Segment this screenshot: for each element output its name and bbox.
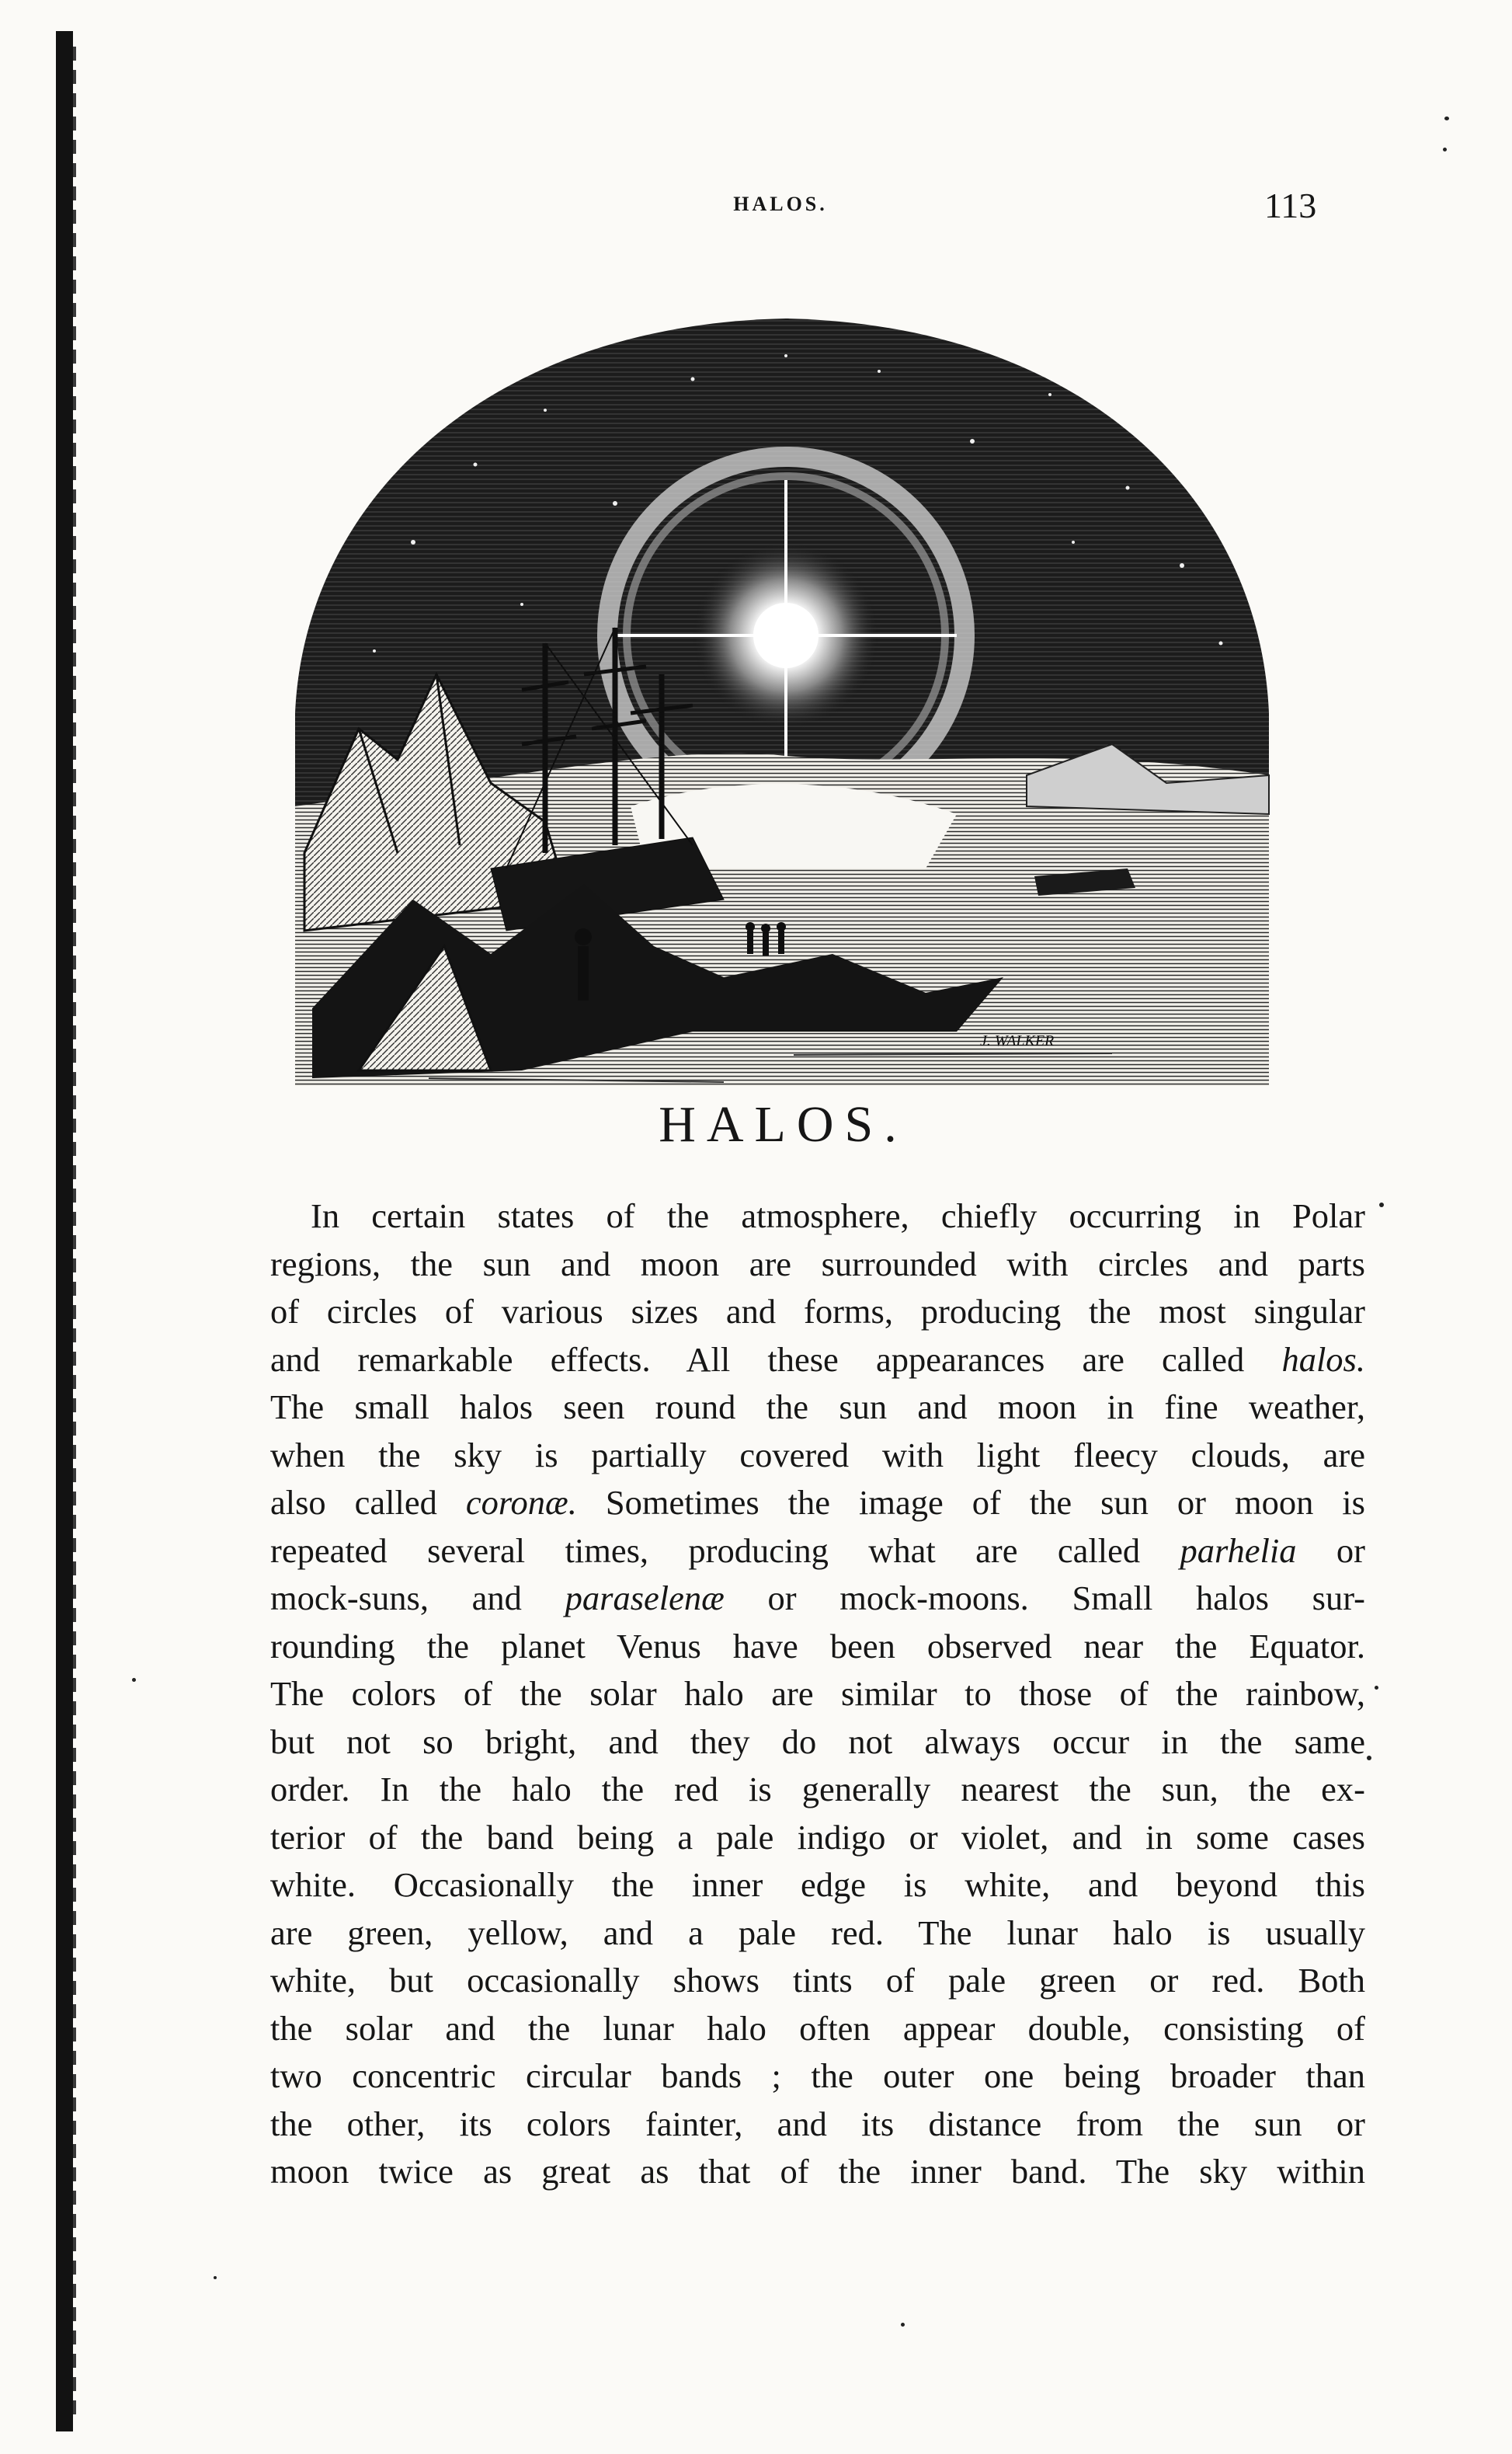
text-line: order. In the halo the red is generally nearest the sun, the ex- (270, 1770, 1365, 1808)
text-line: and remarkable effects. All these appearances are called halos. (270, 1339, 1365, 1379)
text-line: when the sky is partially covered with light fleecy clouds, are (270, 1435, 1365, 1474)
scan-speck (1379, 1203, 1384, 1207)
page-number: 113 (1264, 186, 1317, 225)
text-line: but not so bright, and they do not always occur in the same (270, 1721, 1365, 1761)
scan-speck (1444, 117, 1449, 120)
halo-engraving (289, 309, 1274, 1086)
scan-speck (132, 1678, 136, 1682)
body-paragraph (270, 1192, 1365, 2196)
text-line: the solar and the lunar halo often appear double, consisting of (270, 2008, 1365, 2048)
running-head: HALOS. (733, 193, 828, 215)
book-binding-shadow (56, 31, 73, 2431)
text-line: moon twice as great as that of the inner band. The sky within (270, 2152, 1365, 2191)
engraving-svg (289, 309, 1274, 1086)
text-line: repeated several times, producing what are called parhelia or (270, 1530, 1365, 1570)
text-line: also called coronæ. Sometimes the image of the sun or moon is (270, 1483, 1365, 1522)
scan-speck (1375, 1686, 1378, 1690)
text-line: are green, yellow, and a pale red. The lunar halo is usually (270, 1913, 1365, 1952)
scan-speck (214, 2276, 217, 2279)
scan-speck (1443, 148, 1447, 151)
text-line: In certain states of the atmosphere, chiefly occurring in Polar (311, 1196, 1365, 1235)
text-line: mock-suns, and paraselenæ or mock-moons. Small halos sur- (270, 1579, 1365, 1617)
text-line: terior of the band being a pale indigo or violet, and in some cases (270, 1817, 1365, 1857)
text-line: The colors of the solar halo are similar to those of the rainbow, (270, 1674, 1365, 1713)
text-line: two concentric circular bands ; the outer one being broader than (270, 2056, 1365, 2095)
text-line: the other, its colors fainter, and its distance from the sun or (270, 2104, 1365, 2143)
scan-speck (901, 2323, 905, 2327)
text-line: The small halos seen round the sun and moon in fine weather, (270, 1387, 1365, 1426)
binding-edge (73, 47, 76, 2424)
scan-speck (1367, 1756, 1371, 1760)
text-line: rounding the planet Venus have been observed near the Equator. (270, 1626, 1365, 1666)
engraver-signature: J. WALKER (980, 1032, 1055, 1049)
text-line: of circles of various sizes and forms, producing the most singular (270, 1292, 1365, 1331)
text-line: white. Occasionally the inner edge is white, and beyond this (270, 1865, 1365, 1904)
section-title: HALOS. (659, 1096, 908, 1153)
text-line: regions, the sun and moon are surrounded with circles and parts (270, 1244, 1365, 1283)
text-line: white, but occasionally shows tints of pale green or red. Both (270, 1961, 1365, 2000)
